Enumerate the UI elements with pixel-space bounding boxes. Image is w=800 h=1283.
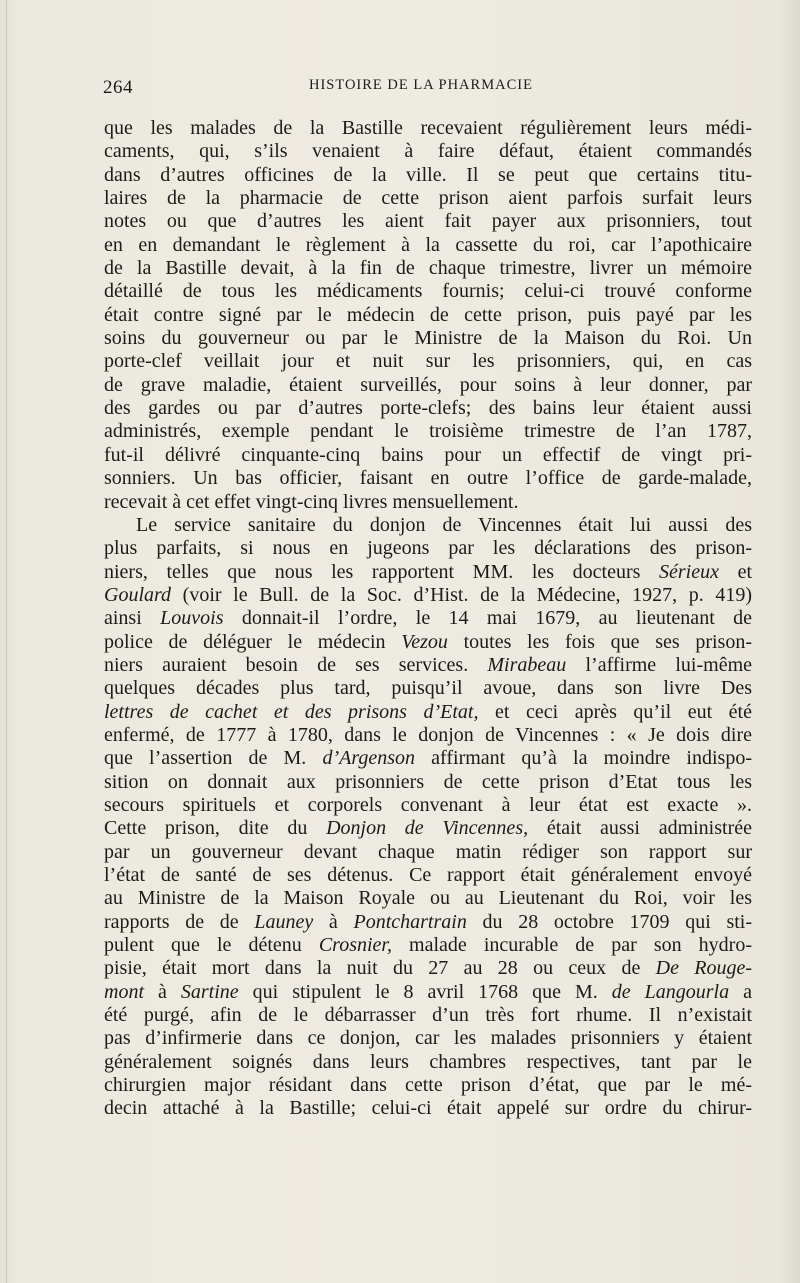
text-run: enfermé, de 1777 à 1780, dans le donjon de Vincennes : « Je dois dire bbox=[104, 723, 752, 746]
text-line bbox=[104, 280, 752, 303]
text-run: et bbox=[718, 560, 753, 583]
text-line bbox=[104, 187, 752, 210]
italic-text: d’Argenson bbox=[322, 747, 416, 770]
text-line bbox=[104, 350, 752, 373]
text-run: fut-il délivré cinquante-cinq bains pour un effectif de vingt pri- bbox=[104, 443, 752, 466]
text-run: recevait à cet effet vingt-cinq livres mensuellement. bbox=[104, 490, 519, 513]
text-run: caments, qui, s’ils venaient à faire défaut, étaient commandés bbox=[104, 140, 752, 163]
italic-text: De Rouge- bbox=[655, 957, 753, 980]
text-run: pas d’infirmerie dans ce donjon, car les malades prisonniers y étaient bbox=[104, 1027, 752, 1050]
text-line bbox=[104, 234, 752, 257]
text-run: laires de la pharmacie de cette prison aient parfois surfait leurs bbox=[104, 187, 752, 210]
italic-text: Crosnier, bbox=[318, 934, 392, 957]
text-line bbox=[104, 374, 752, 397]
text-line bbox=[104, 887, 752, 910]
text-line bbox=[104, 911, 752, 934]
text-line bbox=[104, 210, 752, 233]
text-line bbox=[104, 1051, 752, 1074]
text-run: de grave maladie, étaient surveillés, pour soins à leur donner, par bbox=[104, 373, 752, 396]
text-line bbox=[104, 491, 752, 514]
text-run: détaillé de tous les médicaments fournis; celui-ci trouvé conforme bbox=[104, 280, 752, 303]
text-line bbox=[104, 444, 752, 467]
text-run: généralement soignés dans leurs chambres respectives, tant par le bbox=[104, 1050, 752, 1073]
text-run: a bbox=[729, 980, 752, 1003]
text-run: Le service sanitaire du donjon de Vincennes était lui aussi des bbox=[136, 513, 752, 536]
text-run: pulent que le détenu bbox=[104, 934, 319, 957]
italic-text: Goulard bbox=[104, 583, 172, 606]
text-run: donnait-il l’ordre, le 14 mai 1679, au lieutenant de bbox=[223, 607, 752, 630]
text-run: en en demandant le règlement à la cassette du roi, car l’apothicaire bbox=[104, 233, 752, 256]
text-line bbox=[104, 864, 752, 887]
text-run: et ceci après qu’il eut été bbox=[478, 700, 752, 723]
text-run: (voir le Bull. de la Soc. d’Hist. de la Médecine, 1927, p. 419) bbox=[171, 583, 752, 606]
italic-text: Sartine bbox=[180, 980, 239, 1003]
text-line bbox=[104, 654, 752, 677]
text-run: que les malades de la Bastille recevaient régulièrement leurs médi- bbox=[104, 117, 752, 139]
text-line bbox=[104, 164, 752, 187]
text-run: à bbox=[144, 980, 181, 1003]
italic-text: Launey bbox=[254, 910, 314, 933]
text-run: sition on donnait aux prisonniers de cette prison d’Etat tous les bbox=[104, 770, 752, 793]
text-line bbox=[104, 514, 752, 537]
text-line bbox=[104, 537, 752, 560]
italic-text: Louvois bbox=[160, 607, 224, 630]
text-run: du 28 octobre 1709 qui sti- bbox=[466, 910, 752, 933]
text-line bbox=[104, 1074, 752, 1097]
text-run: que l’assertion de M. bbox=[104, 747, 323, 770]
text-line bbox=[104, 397, 752, 420]
text-run: de la Bastille devait, à la fin de chaque trimestre, livrer un mémoire bbox=[104, 257, 752, 280]
running-title: HISTOIRE DE LA PHARMACIE bbox=[309, 77, 533, 93]
italic-text: de Langourla bbox=[611, 980, 730, 1003]
text-line bbox=[104, 631, 752, 654]
page-header bbox=[103, 71, 753, 101]
text-line bbox=[104, 257, 752, 280]
text-run: pisie, était mort dans la nuit du 27 au 28 ou ceux de bbox=[104, 957, 656, 980]
text-line bbox=[104, 607, 752, 630]
text-line bbox=[104, 1004, 752, 1027]
body-text bbox=[104, 117, 752, 1121]
text-line bbox=[104, 981, 752, 1004]
text-line bbox=[104, 1097, 752, 1120]
text-run: chirurgien major résidant dans cette prison d’état, que par le mé- bbox=[104, 1074, 752, 1097]
italic-text: Sérieux bbox=[659, 560, 719, 583]
text-run: rapports de de bbox=[104, 910, 255, 933]
italic-text: Donjon de Vincennes, bbox=[326, 817, 529, 840]
text-run: toutes les fois que ses prison- bbox=[447, 630, 752, 653]
text-line bbox=[104, 794, 752, 817]
text-run: qui stipulent le 8 avril 1768 que M. bbox=[238, 980, 612, 1003]
text-line bbox=[104, 701, 752, 724]
text-line bbox=[104, 117, 752, 140]
text-run: malade incurable de par son hydro- bbox=[392, 934, 752, 957]
text-run: était contre signé par le médecin de cette prison, puis payé par les bbox=[104, 303, 752, 326]
text-run: à bbox=[313, 910, 354, 933]
text-run: des gardes ou par d’autres porte-clefs; des bains leur étaient aussi bbox=[104, 397, 752, 420]
text-line bbox=[104, 467, 752, 490]
text-run: l’affirme lui-même bbox=[566, 653, 753, 676]
text-run: l’état de santé de ses détenus. Ce rapport était généralement envoyé bbox=[104, 864, 752, 886]
text-line bbox=[104, 724, 752, 747]
text-run: porte-clef veillait jour et nuit sur les prisonniers, qui, en cas bbox=[104, 350, 752, 373]
text-run: soins du gouverneur ou par le Ministre de la Maison du Roi. Un bbox=[104, 327, 752, 350]
text-line bbox=[104, 771, 752, 794]
text-line bbox=[104, 934, 752, 957]
text-run: decin attaché à la Bastille; celui-ci était appelé sur ordre du chirur- bbox=[104, 1097, 752, 1120]
text-run: par un gouverneur devant chaque matin rédiger son rapport sur bbox=[104, 840, 752, 863]
italic-text: Mirabeau bbox=[487, 653, 567, 676]
text-run: était aussi administrée bbox=[528, 817, 752, 840]
text-run: notes ou que d’autres les aient fait payer aux prisonniers, tout bbox=[104, 210, 752, 233]
text-run: affirmant qu’à la moindre indispo- bbox=[415, 747, 752, 770]
text-line bbox=[104, 561, 752, 584]
text-line bbox=[104, 327, 752, 350]
text-run: niers, telles que nous les rapportent MM. les docteurs bbox=[104, 560, 659, 583]
italic-text: mont bbox=[104, 980, 144, 1003]
text-run: au Ministre de la Maison Royale ou au Lieutenant du Roi, voir les bbox=[104, 887, 752, 910]
italic-text: Vezou bbox=[401, 630, 448, 653]
text-line bbox=[104, 677, 752, 700]
text-line bbox=[104, 817, 752, 840]
text-line bbox=[104, 304, 752, 327]
text-run: quelques décades plus tard, puisqu’il avoue, dans son livre Des bbox=[104, 677, 752, 700]
text-line bbox=[104, 957, 752, 980]
text-line bbox=[104, 747, 752, 770]
text-line bbox=[104, 584, 752, 607]
text-run: sonniers. Un bas officier, faisant en outre l’office de garde-malade, bbox=[104, 467, 752, 490]
italic-text: lettres de cachet et des prisons d’Etat, bbox=[104, 700, 479, 723]
page-gutter-edge bbox=[6, 0, 7, 1283]
text-line bbox=[104, 420, 752, 443]
text-run: administrés, exemple pendant le troisième trimestre de l’an 1787, bbox=[104, 420, 752, 443]
text-line bbox=[104, 1027, 752, 1050]
text-line bbox=[104, 841, 752, 864]
page-number: 264 bbox=[103, 77, 133, 98]
text-line bbox=[104, 140, 752, 163]
text-run: été purgé, afin de le débarrasser d’un très fort rhume. Il n’existait bbox=[104, 1004, 752, 1027]
text-run: dans d’autres officines de la ville. Il se peut que certains titu- bbox=[104, 163, 752, 186]
text-run: police de déléguer le médecin bbox=[104, 630, 402, 653]
text-run: secours spirituels et corporels convenant à leur état est exacte ». bbox=[104, 793, 752, 816]
text-run: Cette prison, dite du bbox=[104, 817, 327, 840]
text-run: ainsi bbox=[104, 607, 161, 630]
italic-text: Pontchartrain bbox=[353, 910, 467, 933]
text-run: plus parfaits, si nous en jugeons par les déclarations des prison- bbox=[104, 537, 752, 560]
text-run: niers auraient besoin de ses services. bbox=[104, 653, 488, 676]
